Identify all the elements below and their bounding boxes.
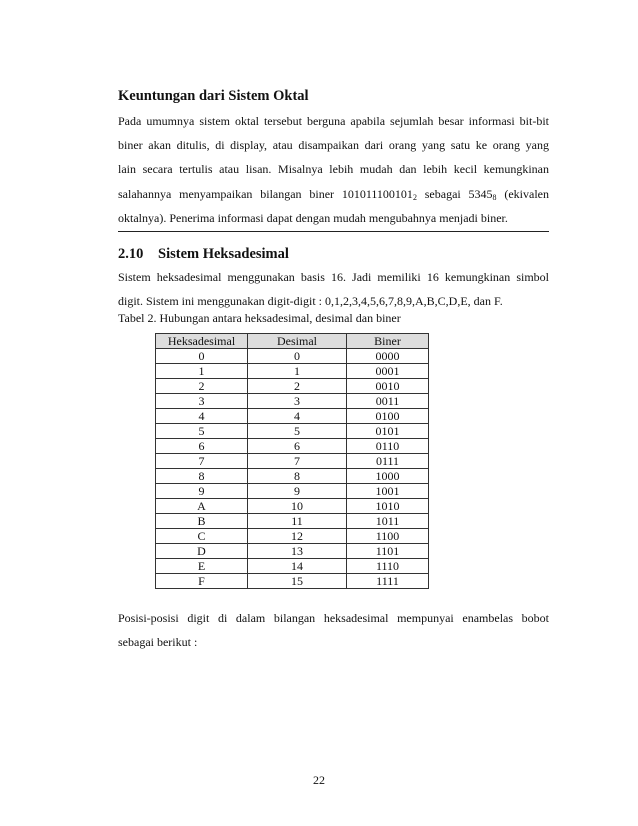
cell-biner: 0100 — [347, 409, 429, 424]
paragraph-line-with-subscripts — [118, 182, 549, 206]
cell-desimal: 15 — [248, 574, 347, 589]
cell-biner: 0000 — [347, 349, 429, 364]
cell-biner: 0010 — [347, 379, 429, 394]
page-number: 22 — [313, 773, 325, 787]
cell-desimal: 7 — [248, 454, 347, 469]
cell-heksadesimal: 7 — [156, 454, 248, 469]
horizontal-divider — [118, 231, 549, 232]
paragraph-line: digit. Sistem ini menggunakan digit-digit : 0,1,2,3,4,5,6,7,8,9,A,B,C,D,E, dan F. — [118, 294, 503, 309]
cell-biner: 0011 — [347, 394, 429, 409]
header-biner: Biner — [347, 334, 429, 349]
cell-biner: 1000 — [347, 469, 429, 484]
table-row — [156, 364, 429, 379]
paragraph-line: Posisi-posisi digit di dalam bilangan heksadesimal mempunyai enambelas bobot — [118, 611, 549, 625]
cell-heksadesimal: A — [156, 499, 248, 514]
cell-biner: 0001 — [347, 364, 429, 379]
table-row — [156, 379, 429, 394]
cell-heksadesimal: 5 — [156, 424, 248, 439]
cell-desimal: 3 — [248, 394, 347, 409]
cell-desimal: 11 — [248, 514, 347, 529]
table-row — [156, 574, 429, 589]
paragraph-line: lain secara tertulis atau lisan. Misalnya lebih mudah dan lebih kecil kemungkinan — [118, 162, 549, 177]
table-row — [156, 469, 429, 484]
cell-biner: 1100 — [347, 529, 429, 544]
table-header-row — [156, 334, 429, 349]
cell-heksadesimal: 2 — [156, 379, 248, 394]
paragraph-line: sebagai berikut : — [118, 635, 198, 650]
cell-heksadesimal: E — [156, 559, 248, 574]
cell-biner: 1110 — [347, 559, 429, 574]
cell-desimal: 0 — [248, 349, 347, 364]
table-row — [156, 439, 429, 454]
cell-biner: 0110 — [347, 439, 429, 454]
cell-heksadesimal: 3 — [156, 394, 248, 409]
paragraph-line: biner akan ditulis, di display, atau disampaikan dari orang yang satu ke orang yang — [118, 138, 549, 153]
header-desimal: Desimal — [248, 334, 347, 349]
table-row — [156, 529, 429, 544]
cell-heksadesimal: C — [156, 529, 248, 544]
section-number: 2.10 — [118, 246, 144, 262]
table-row — [156, 424, 429, 439]
posisi-paragraph — [118, 606, 549, 654]
paragraph-line: Pada umumnya sistem oktal tersebut berguna apabila sejumlah besar informasi bit-bit — [118, 114, 549, 128]
conversion-table — [155, 333, 429, 589]
cell-heksadesimal: D — [156, 544, 248, 559]
cell-desimal: 5 — [248, 424, 347, 439]
cell-desimal: 14 — [248, 559, 347, 574]
cell-biner: 1011 — [347, 514, 429, 529]
table-row — [156, 484, 429, 499]
table-row — [156, 499, 429, 514]
cell-biner: 0101 — [347, 424, 429, 439]
cell-biner: 1010 — [347, 499, 429, 514]
cell-desimal: 10 — [248, 499, 347, 514]
table-row — [156, 394, 429, 409]
cell-desimal: 9 — [248, 484, 347, 499]
cell-biner: 1111 — [347, 574, 429, 589]
cell-desimal: 6 — [248, 439, 347, 454]
cell-biner: 1001 — [347, 484, 429, 499]
cell-desimal: 2 — [248, 379, 347, 394]
subscript-base-2: 2 — [412, 192, 417, 202]
section-title: Sistem Heksadesimal — [158, 246, 289, 262]
cell-desimal: 4 — [248, 409, 347, 424]
cell-heksadesimal: F — [156, 574, 248, 589]
section-heading-2 — [118, 246, 289, 263]
cell-heksadesimal: 6 — [156, 439, 248, 454]
oktal-paragraph — [118, 109, 549, 230]
table-row — [156, 454, 429, 469]
cell-heksadesimal: 0 — [156, 349, 248, 364]
cell-heksadesimal: 4 — [156, 409, 248, 424]
cell-desimal: 1 — [248, 364, 347, 379]
table-row — [156, 559, 429, 574]
header-heksadesimal: Heksadesimal — [156, 334, 248, 349]
line-text: (ekivalen — [496, 186, 549, 201]
subscript-base-8: 8 — [492, 192, 497, 202]
cell-desimal: 12 — [248, 529, 347, 544]
line-text: sebagai 5345 — [416, 186, 493, 201]
cell-biner: 0111 — [347, 454, 429, 469]
table-row — [156, 349, 429, 364]
table-row — [156, 544, 429, 559]
paragraph-line: oktalnya). Penerima informasi dapat dengan mudah mengubahnya menjadi biner. — [118, 210, 508, 225]
section-heading: Keuntungan dari Sistem Oktal — [118, 88, 309, 104]
cell-heksadesimal: 1 — [156, 364, 248, 379]
line-text: salahannya menyampaikan bilangan biner 101011100101 — [118, 186, 413, 201]
table-body — [156, 349, 429, 589]
cell-biner: 1101 — [347, 544, 429, 559]
cell-heksadesimal: 9 — [156, 484, 248, 499]
table-row — [156, 409, 429, 424]
paragraph-line: Sistem heksadesimal menggunakan basis 16. Jadi memiliki 16 kemungkinan simbol — [118, 270, 549, 284]
cell-heksadesimal: 8 — [156, 469, 248, 484]
cell-heksadesimal: B — [156, 514, 248, 529]
table-row — [156, 514, 429, 529]
cell-desimal: 13 — [248, 544, 347, 559]
table-caption: Tabel 2. Hubungan antara heksadesimal, desimal dan biner — [118, 311, 401, 325]
heksadesimal-paragraph — [118, 265, 549, 313]
cell-desimal: 8 — [248, 469, 347, 484]
